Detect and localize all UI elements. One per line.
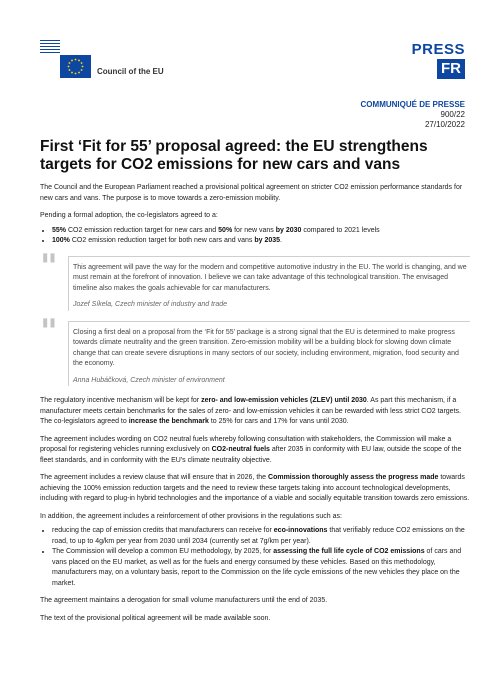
page-title: First ‘Fit for 55’ proposal agreed: the EU strengthens targets for CO2 emissions for new cars and vans <box>40 138 428 173</box>
quote-mark-icon: " <box>40 311 58 352</box>
quote-block <box>40 246 470 311</box>
flag-star <box>69 62 71 64</box>
quote-box <box>68 321 470 387</box>
quote-text: This agreement will pave the way for the modern and competitive automotive industry in the EU. The world is changing, and we must remain at the forefront of innovation. I believe we can take advantage of this technological transition. The envisaged timeline also makes the goals achievable for car manufacturers. <box>73 263 467 292</box>
flag-star <box>78 72 80 74</box>
flag-star <box>75 73 77 75</box>
neutral-fuels-paragraph: The agreement includes wording on CO2 neutral fuels whereby following consultation with stakeholders, the Commission will make a proposal for registering vehicles running exclusively on CO2-neutral fuels after 2035 in conformity with EU law, outside the scope of the fleet standards, and in conformity with the EU's climate neutrality objective. <box>40 435 462 464</box>
emblem-lines <box>40 40 60 55</box>
release-type: COMMUNIQUÉ DE PRESSE <box>360 100 465 109</box>
press-label-box <box>412 42 465 79</box>
quote-block <box>40 311 470 387</box>
list-item: • reducing the cap of emission credits that manufacturers can receive for eco-innovations that verifiably reduce CO2 emissions on the road, to up to 4g/km per year from 2030 until 2034 (currently set at 7g/km per year). <box>52 526 470 547</box>
flag-star <box>69 69 71 71</box>
quote-author: Anna Hubáčková, Czech minister of environment <box>73 376 225 384</box>
quote-author: Jozef Síkela, Czech minister of industry and trade <box>73 301 228 308</box>
flag-star <box>82 66 84 68</box>
regulatory-paragraph: The regulatory incentive mechanism will be kept for zero- and low-emission vehicles (ZLEV) until 2030. As part this mechanism, if a manufacturer meets certain benchmarks for the sales of zero- and low-emission vehicles it can be rewarded with less strict CO2 targets. The co-legislators agreed to increase the benchmark to 25% for cars and 17% for vans until 2030. <box>40 397 461 425</box>
pending-paragraph: Pending a formal adoption, the co-legislators agreed to a: <box>40 212 218 219</box>
targets-list <box>52 226 470 247</box>
quote-box <box>68 256 470 311</box>
flag-star <box>71 60 73 62</box>
council-logo <box>40 40 164 78</box>
flag-star <box>71 72 73 74</box>
release-number: 900/22 <box>440 110 465 119</box>
flag-star <box>68 66 70 68</box>
press-label: PRESS <box>411 41 465 58</box>
flag-star <box>78 60 80 62</box>
provisions-list <box>52 526 470 589</box>
list-item: • The Commission will develop a common EU methodology, by 2025, for assessing the full life cycle of CO2 emissions of cars and vans placed on the EU market, as well as for the fuels and energy consumed by these vehicles. Based on this methodology, manufacturers may, on a voluntary basis, report to the Commission on the life cycle emissions of the new vehicles they place on the market. <box>52 547 470 589</box>
list-item: • 55% CO2 emission reduction target for new cars and 50% for new vans by 2030 compared to 2021 levels <box>52 226 470 237</box>
eu-flag-icon <box>60 55 91 78</box>
flag-star <box>75 59 77 61</box>
release-date: 27/10/2022 <box>424 120 465 129</box>
article-body <box>40 183 470 631</box>
review-paragraph: The agreement includes a review clause that will ensure that in 2026, the Commission thoroughly assess the progress made towards achieving the 100% emission reduction targets and the need to review these targets taking into account technological developments, including with regard to plug-in hybrid technologies and the importance of a viable and socially equitable transition towards zero emissions. <box>40 474 470 502</box>
text-availability-paragraph: The text of the provisional political agreement will be made available soon. <box>40 614 271 622</box>
flag-star <box>81 62 83 64</box>
language-badge: FR <box>437 59 465 79</box>
flag-star <box>81 69 83 71</box>
press-release-meta <box>361 100 465 130</box>
intro-paragraph: The Council and the European Parliament reached a provisional political agreement on stricter CO2 emission performance standards for new cars and vans. The purpose is to move towards a zero-emission mobility. <box>40 184 463 202</box>
eu-emblem <box>40 40 91 78</box>
page-header <box>0 0 495 90</box>
derogation-paragraph: The agreement maintains a derogation for small volume manufacturers until the end of 2035. <box>40 597 328 604</box>
quote-mark-icon: " <box>40 246 58 287</box>
list-item: • 100% CO2 emission reduction target for both new cars and vans by 2035. <box>52 236 470 247</box>
addition-paragraph: In addition, the agreement includes a reinforcement of other provisions in the regulations such as: <box>40 512 342 520</box>
council-name: Council of the EU <box>97 67 164 76</box>
quote-text: Closing a first deal on a proposal from the ‘Fit for 55’ package is a strong signal that the EU is determined to make progress towards climate neutrality and the green transition. Zero-emission mobility will be a building block for slowing down climate change that can create severe disruptions in many sectors of our society, including environment, migration, food security and the economy. <box>73 328 459 367</box>
